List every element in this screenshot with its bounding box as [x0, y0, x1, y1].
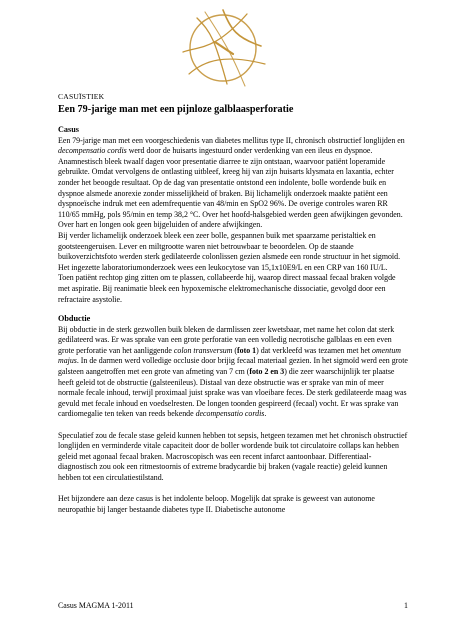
emphasis: omentum majus [58, 345, 401, 366]
figure-reference: foto 2 en 3 [249, 367, 285, 377]
text-run: Het bijzondere aan deze casus is het indolente beloop. Mogelijk dat sprake is geweest van autonome neuropathie bij langer bestaande diabetes type II. Diabetische autonome [58, 494, 375, 514]
text-run: ) dat verkleefd was tezamen met het [256, 345, 373, 355]
section-kicker: CASUÏSTIEK [58, 92, 105, 101]
article-title: Een 79-jarige man met een pijnloze galblaasperforatie [58, 104, 294, 115]
text-run: Speculatief zou de fecale stase geleid kunnen hebben tot sepsis, hetgeen tezamen met het chronisch obstructief longlijden en verminderde vitale capaciteit door de boller wordende buik tot circulatoire collaps kan hebben geleid met agonaal fecaal braken. Macroscopisch was een recent infarct aantoonbaar. Differentiaal-diagnostisch zou ook een ritmestoornis of extreme bradycardie bij braken (vagale reactie) geleid kunnen hebben tot een circulatiestilstand. [58, 430, 408, 482]
figure-reference: foto 1 [237, 345, 257, 355]
text-run: . [264, 409, 267, 419]
text-run: Bij verder lichamelijk onderzoek bleek een zeer bolle, gespannen buik met spaarzame peristaltiek en gootsteengeruisen. Lever en miltgrootte waren niet betrouwbaar te beoordelen. Op de staande buikoverzichtsfoto werden sterk gedilateerde colonlissen gezien alsmede een ronde structuur in het sigmoïd. Het ingezette laboratoriumonderzoek wees een leukocytose van 15,1x10E9/L en een CRP van 160 IU/L. [58, 230, 401, 272]
text-run: werd door de huisarts ingestuurd onder verdenking van een ileus en dyspnoe. Anamnestisch bleek twaalf dagen voor presentatie diarree te zijn ontstaan, waarvoor patiënt loperamide gebruikte. Omdat vervolgens de ontlasting uitbleef, kreeg hij van zijn huisarts klysmata en laxantia, echter zonder het beoogde resultaat. Op de dag van presentatie ontstond een indolente, bolle wordende buik en dyspnoe alsmede anorexie zonder misselijkheid of braken. Bij lichamelijk onderzoek maakte patiënt een dyspnoeïsche indruk met een ademfrequentie van 48/min en SpO2 96%. De overige controles waren RR 110/65 mmHg, pols 95/min en temp 38,2 °C. Over het hoofd-halsgebied werden geen afwijkingen gevonden. Over hart en longen ook geen bijgeluiden of andere afwijkingen. [58, 146, 403, 230]
text-run: . In de darmen werd volledige occlusie door brijig fecaal materiaal gezien. In het sigmoïd werd een grote galsteen aangetroffen met een grote van afmeting van 7 cm ( [58, 356, 408, 377]
paragraph [58, 136, 408, 231]
paragraph [58, 231, 408, 273]
paragraph [58, 325, 408, 420]
emphasis: decompensatio cordis [195, 409, 265, 419]
text-run: Toen patiënt rechtop ging zitten om te plassen, collabeerde hij, waarop direct massaal fecaal braken volgde met aspiratie. Bij reanimatie bleek een hypoxemische elektromechanische dissociatie, gevolgd door een refractaire asystolie. [58, 273, 396, 304]
text-run: ) die zeer waarschijnlijk ter plaatse heeft geleid tot de obstructie (galsteenileus). Distaal van deze obstructie was er sprake van min of meer normale fecale inhoud, terwijl proximaal juist sprake was van vloeibare feces. De sterk gedilateerde maag was gevuld met fecale inhoud en voedselresten. De longen toonden gespireerd (fecaal) vocht. Er was sprake van cardiomegalie ten teken van reeds bekende [58, 367, 407, 419]
page-footer [58, 601, 408, 610]
emphasis: decompensatio cordis [58, 146, 127, 156]
paragraph [58, 494, 408, 515]
emphasis: colon transversum [173, 345, 233, 355]
paragraph [58, 273, 408, 305]
text-run: Een 79-jarige man met een voorgeschiedenis van diabetes mellitus type II, chronisch obstructief longlijden en [58, 135, 405, 145]
page-number: 1 [404, 601, 408, 610]
paragraph [58, 431, 408, 484]
section-casus [58, 125, 408, 305]
section-heading-casus: Casus [58, 125, 79, 134]
article [58, 92, 408, 515]
section-heading-obductie: Obductie [58, 314, 91, 324]
text-run: Bij obductie in de sterk gezwollen buik bleken de darmlissen zeer kwetsbaar, met name het colon dat sterk gedilateerd was. Er was sprake van een grote perforatie van een volledig necrotische galblaas en een even grote perforatie van het aanliggende [58, 324, 395, 355]
magma-logo [175, 2, 271, 92]
footer-journal: Casus MAGMA 1-2011 [58, 601, 134, 610]
text-run: ( [232, 345, 238, 355]
section-obductie [58, 314, 408, 515]
